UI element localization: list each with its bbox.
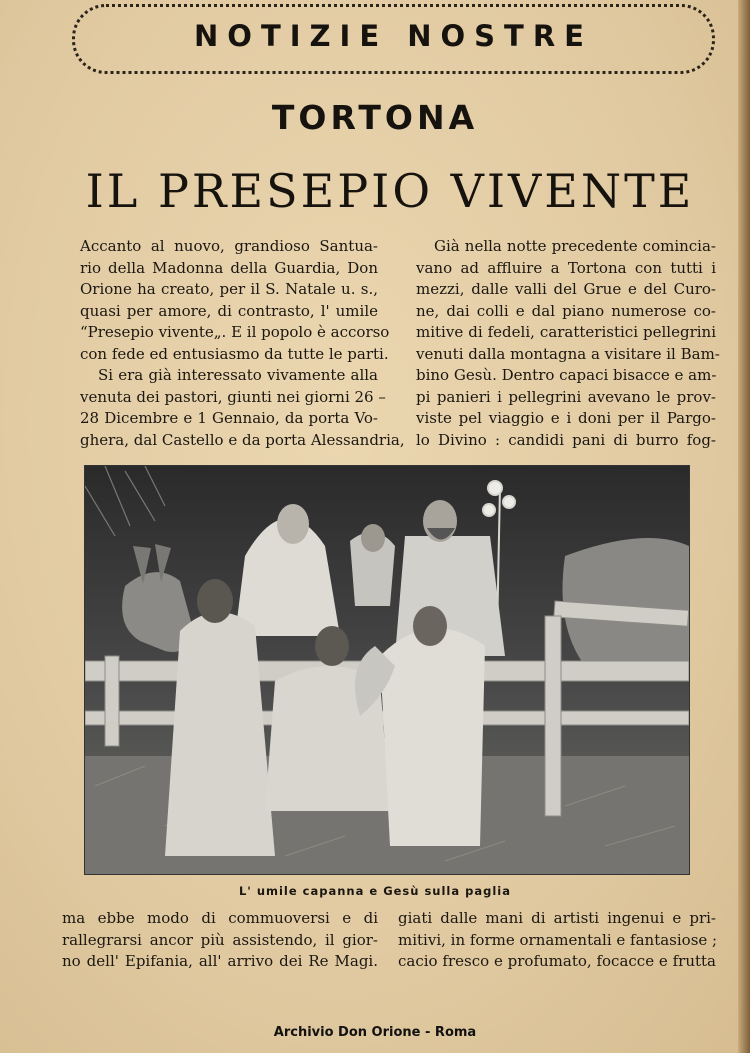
article-column-2 [398, 236, 720, 451]
article-location: TORTONA [271, 98, 479, 137]
nativity-scene-illustration [85, 466, 689, 874]
text-line: venuta dei pastori, giunti nei giorni 26 – [80, 387, 386, 406]
text-line: vano ad affluire a Tortona con tutti i [416, 258, 716, 277]
section-banner [72, 4, 715, 74]
text-line: pi panieri i pellegrini avevano le prov- [416, 387, 716, 406]
text-line: mitive di fedeli, caratteristici pellegrini [416, 323, 716, 341]
text-line: viste pel viaggio e i doni per il Pargo- [416, 409, 716, 427]
text-line: mitivi, in forme ornamentali e fantasiose ; [398, 930, 718, 949]
article-column-1 [62, 236, 405, 451]
archive-footer: Archivio Don Orione - Roma [273, 1025, 477, 1040]
text-line: Orione ha creato, per il S. Natale u. s., [80, 280, 378, 298]
text-line: ma ebbe modo di commuoversi e di [62, 909, 378, 927]
text-line: “Presepio vivente„. E il popolo è accorso [80, 323, 390, 341]
nativity-photo [84, 465, 690, 875]
text-line: Accanto al nuovo, grandioso Santua- [80, 237, 378, 255]
text-line: rallegrarsi ancor più assistendo, il gior- [62, 930, 378, 949]
text-line: 28 Dicembre e 1 Gennaio, da porta Vo- [80, 409, 378, 427]
text-line: quasi per amore, di contrasto, l' umile [80, 301, 378, 320]
text-line: Si era già interessato vivamente alla [98, 366, 378, 384]
article-column-3 [62, 908, 378, 973]
text-line: rio della Madonna della Guardia, Don [80, 258, 378, 277]
text-line: mezzi, dalle valli del Grue e del Curo- [416, 280, 716, 298]
section-title: NOTIZIE NOSTRE [194, 19, 593, 53]
text-line: cacio fresco e profumato, focacce e frutta [398, 952, 716, 970]
photo-caption: L' umile capanna e Gesù sulla paglia [238, 884, 512, 898]
text-line: con fede ed entusiasmo da tutte le parti. [80, 344, 389, 363]
text-line: ghera, dal Castello e da porta Alessandria, [80, 430, 405, 449]
text-line: no dell' Epifania, all' arrivo dei Re Magi. [62, 952, 378, 970]
text-line: giati dalle mani di artisti ingenui e pri- [398, 909, 716, 927]
text-line: lo Divino : candidi pani di burro fog- [416, 430, 716, 449]
article-column-4 [398, 908, 716, 973]
text-line: ne, dai colli e dal piano numerose co- [416, 301, 716, 320]
text-line: Già nella notte precedente comincia- [434, 237, 716, 255]
article-headline: IL PRESEPIO VIVENTE [85, 164, 695, 218]
text-line: bino Gesù. Dentro capaci bisacce e am- [416, 366, 717, 384]
text-line: venuti dalla montagna a visitare il Bam- [416, 344, 720, 363]
